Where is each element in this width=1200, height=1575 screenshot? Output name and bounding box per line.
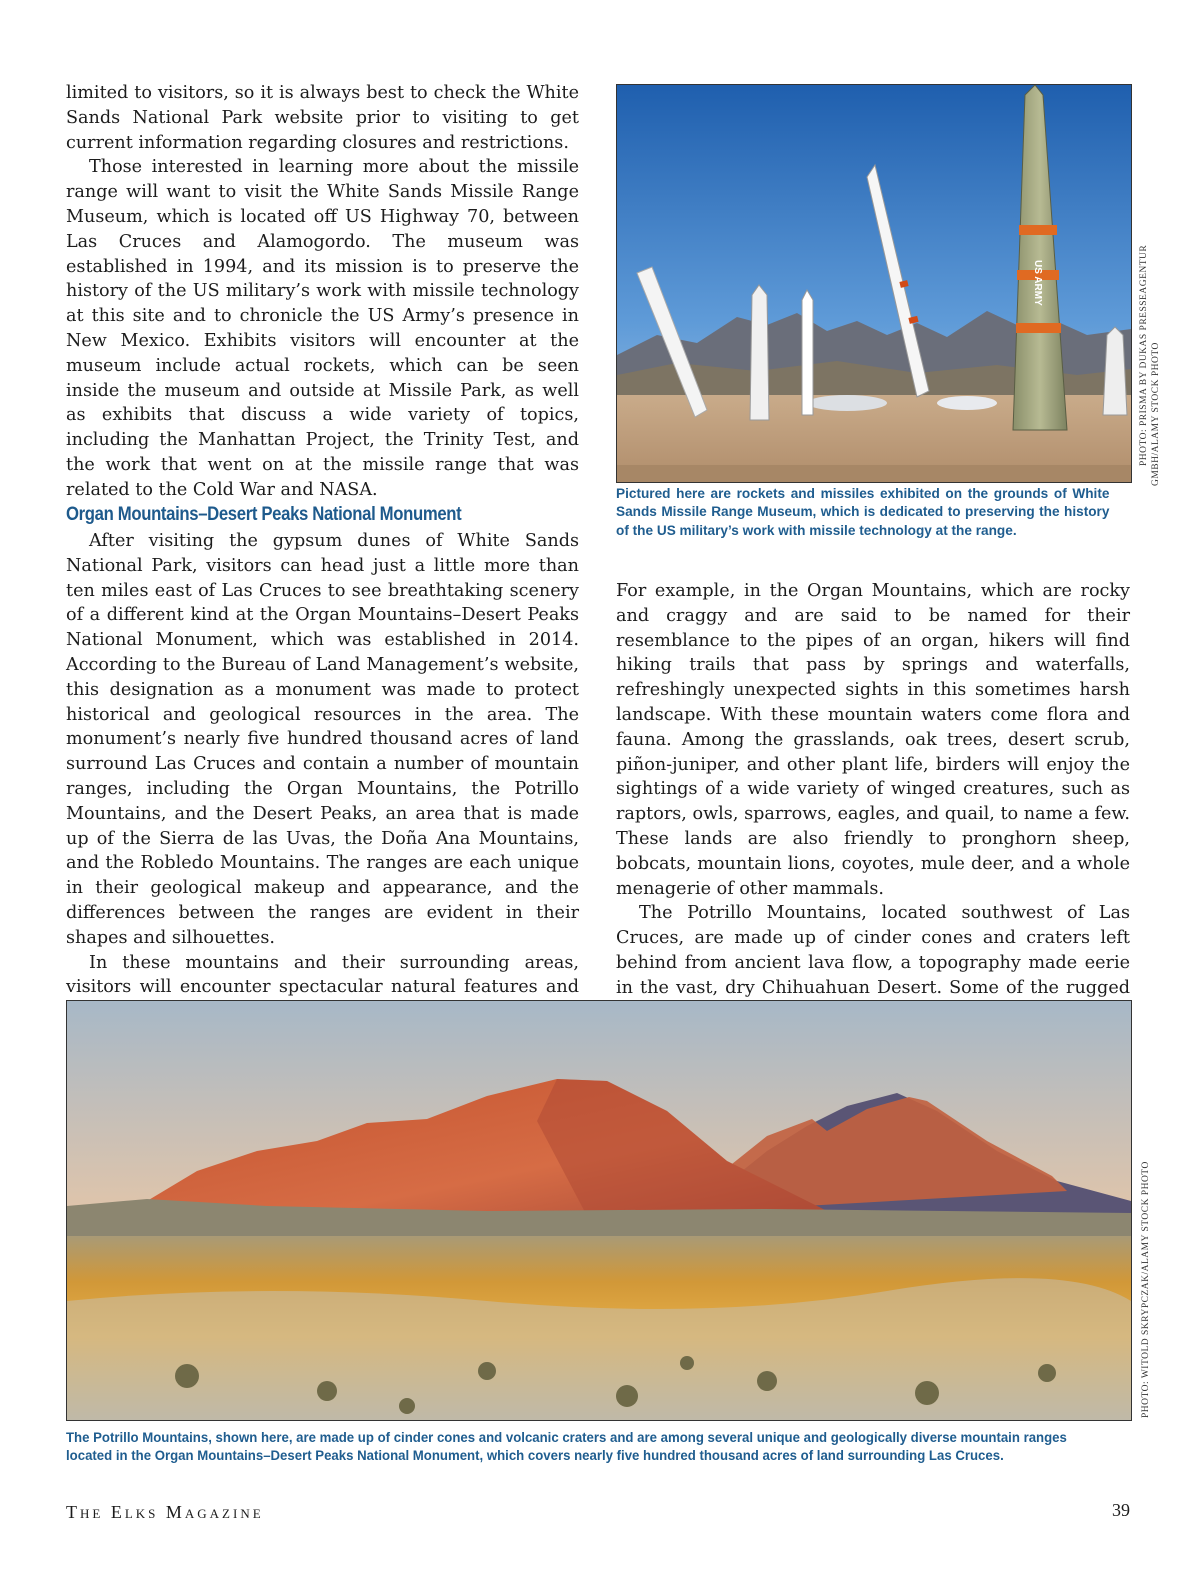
page-number: 39: [1112, 1500, 1130, 1520]
paragraph: The Potrillo Mountains, located southwest of Las Cruces, are made up of cinder cones and craters left behind from ancient lava flow, a topography made eerie in the vast, dry Chihuahuan Desert. Some of the rugged: [616, 903, 1130, 998]
photo-caption: The Potrillo Mountains, shown here, are made up of cinder cones and volcanic craters and are among several unique and geologically diverse mountain ranges located in the Organ Mountains–Desert Peaks National Monument, which covers nearly five hundred thousand acres of land surrounding Las Cruces.: [66, 1430, 1067, 1465]
potrillo-mountains-photo: [66, 1000, 1132, 1421]
photo-caption: Pictured here are rockets and missiles exhibited on the grounds of White Sands Missile Range Museum, which is dedicated to preserving the history of the US military’s work with missile technology at the range.: [616, 486, 1110, 539]
paragraph: For example, in the Organ Mountains, which are rocky and craggy and are said to be named for their resemblance to the pipes of an organ, hikers will find hiking trails that pass by springs and waterfalls, refreshingly unexpected sights in this sometimes harsh landscape. With these mountain waters come flora and fauna. Among the grasslands, oak trees, desert scrub, piñon-juniper, and other plant life, birders will enjoy the sightings of a wide variety of winged creatures, such as raptors, owls, sparrows, eagles, and quail, to name a few. These lands are also friendly to pronghorn sheep, bobcats, mountain lions, coyotes, mule deer, and a whole menagerie of other mammals.: [616, 581, 1130, 899]
paragraph: Those interested in learning more about the missile range will want to visit the White Sands Missile Range Museum, which is located off US Highway 70, between Las Cruces and Alamogordo. The museum was established in 1994, and its mission is to preserve the history of the US military’s work with missile technology at this site and to chronicle the US Army’s presence in New Mexico. Exhibits visitors will encounter at the museum include actual rockets, which can be seen inside the museum and outside at Missile Park, as well as exhibits that discuss a wide variety of topics, including the Manhattan Project, the Trinity Test, and the work that went on at the missile range that was related to the Cold War and NASA.: [66, 157, 579, 500]
section-heading: Organ Mountains–Desert Peaks National Monument: [66, 504, 462, 525]
rockets-illustration: [617, 85, 1131, 482]
photo-credit: GMBH/ALAMY STOCK PHOTO: [1151, 342, 1161, 486]
paragraph: limited to visitors, so it is always best to check the White Sands National Park website prior to visiting to get current information regarding closures and restrictions.: [66, 83, 579, 153]
photo-credit: PHOTO: PRISMA BY DUKAS PRESSEAGENTUR: [1139, 244, 1149, 466]
magazine-title: The Elks Magazine: [66, 1502, 264, 1522]
rocket-marking: US ARMY: [1032, 260, 1043, 306]
paragraph: After visiting the gypsum dunes of White Sands National Park, visitors can head just a little more than ten miles east of Las Cruces to see breathtaking scenery of a different kind at the Organ Mountains–Desert Peaks National Monument, which was established in 2014. According to the Bureau of Land Management’s website, this designation as a monument was made to protect historical and geological resources in the area. The monument’s nearly five hundred thousand acres of land surround Las Cruces and contain a number of mountain ranges, including the Organ Mountains, the Potrillo Mountains, and the Desert Peaks, an area that is made up of the Sierra de las Uvas, the Doña Ana Mountains, and the Robledo Mountains. The ranges are each unique in their geological makeup and appearance, and the differences between the ranges are evident in their shapes and silhouettes.: [66, 531, 579, 948]
left-column-top: [66, 81, 579, 503]
left-column-bottom: [66, 529, 579, 1025]
paragraph: In these mountains and their surrounding areas, visitors will encounter spectacular natural features and: [66, 952, 579, 998]
rockets-photo: [616, 84, 1132, 483]
photo-credit: PHOTO: WITOLD SKRYPCZAK/ALAMY STOCK PHOTO: [1141, 1161, 1151, 1418]
right-column: [616, 579, 1130, 1025]
potrillo-illustration: [67, 1001, 1131, 1420]
